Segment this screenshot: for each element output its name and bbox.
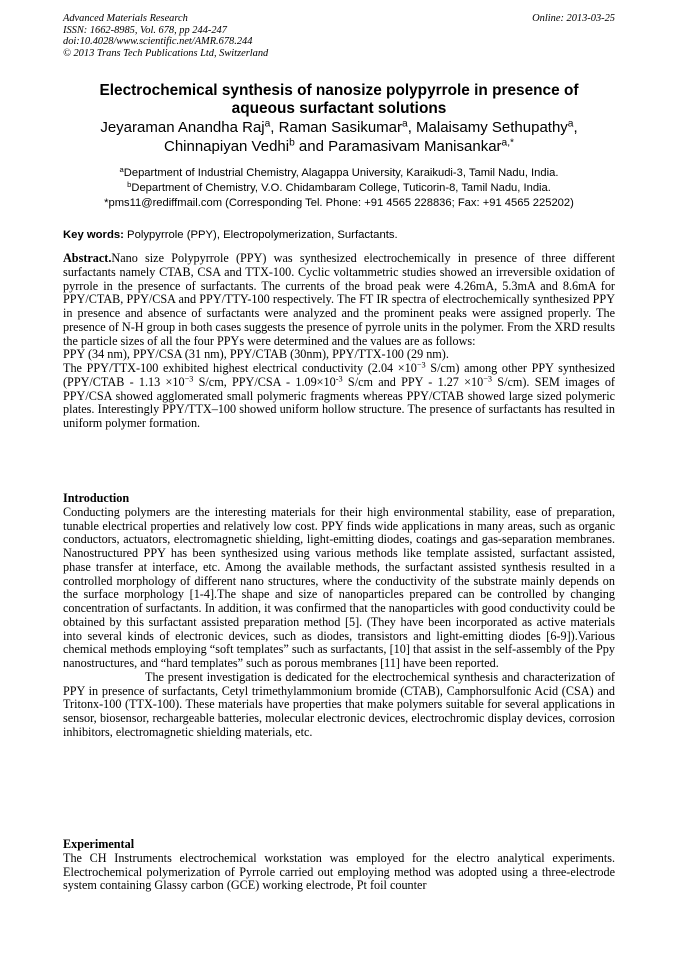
- online-date: Online: 2013-03-25: [532, 13, 615, 24]
- affil-text: Department of Industrial Chemistry, Alagappa University, Karaikudi-3, Tamil Nadu, India.: [123, 167, 559, 179]
- experimental-section: [63, 838, 615, 893]
- introduction-section: [63, 492, 615, 740]
- affil-marker: a: [119, 164, 124, 174]
- abstract-section: [63, 252, 615, 431]
- introduction-paragraph-1: Conducting polymers are the interesting materials for their high environmental stability, ease of preparation, tunable electrical properties and relatively low cost. PPY finds wide applications in many areas, such as organic conductors, actuators, electromagnetic shielding, light-emitting diodes, coatings and gas-separation membranes. Nanostructured PPY has been synthesized using various methods like template assisted, surfactant assisted, phase transfer at interface, etc. Among the available methods, the surfactant assisted synthesis resulted in a controlled morphology of different nano structures, where the conductivity of the substrate mainly depends on the surface morphology [1-4].The shape and size of nanoparticles prepared can be controlled by changing concentration of surfactants. In addition, it was confirmed that the nanoparticles with good conductivity could be obtained by this surfactant assisted preparation method [5]. (They have been incorporated as active materials into several kinds of electronic devices, such as diodes, transistors and light-emitting diodes [6-9]).Various chemical methods employing “soft templates” such as surfactants, [10] that assist in the self-assembly of the Ppy nanostructures, and “hard templates” such as porous membranes [11] have been reported.: [63, 504, 615, 670]
- author-separator: ,: [407, 119, 417, 136]
- corresponding-author: *pms11@rediffmail.com (Corresponding Tel. Phone: +91 4565 228836; Fax: +91 4565 225202): [104, 197, 574, 210]
- journal-issn: ISSN: 1662-8985, Vol. 678, pp 244-247: [63, 24, 227, 36]
- abstract-conductivity: [63, 362, 615, 431]
- abstract-label: Abstract.: [63, 251, 112, 265]
- abstract-particle-sizes: PPY (34 nm), PPY/CSA (31 nm), PPY/CTAB (30nm), PPY/TTX-100 (29 nm).: [63, 347, 449, 362]
- abstract-text: S/cm). SEM images of PPY/CSA showed agglomerated small polymeric fragments whereas PPY/CTAB showed large sized polymeric plates. Interestingly PPY/TTX–100 showed uniform hollow structure. The presence of surfactants has resulted in uniform polymer formation.: [63, 374, 615, 430]
- journal-header: [63, 13, 615, 59]
- keywords-label: Key words:: [63, 229, 124, 241]
- abstract-text: Nano size Polypyrrole (PPY) was synthesized electrochemically in presence of three different surfactants namely CTAB, CSA and TTX-100. Cyclic voltammetric studies showed an irreversible oxidation of pyrrole in the presence of surfactants. The currents of the broad peak were 4.26mA, 5.3mA and 8.6mA for PPY/CTAB, PPY/CSA and PPY/TTY-100 respectively. The FT IR spectra of electrochemically synthesized PPY in presence and absence of surfactants were analyzed and the prominent peaks were assigned properly. The presence of N-H group in both cases suggests the presence of pyrrole units in the polymer. From the XRD results the particle sizes of all the four PPYs were determined and the values are as follows:: [63, 251, 615, 348]
- author-affil-marker: a: [567, 118, 574, 130]
- affil-marker-text: a,: [501, 137, 511, 149]
- author-separator: ,: [270, 119, 279, 136]
- author-list: [63, 118, 615, 156]
- author-line-2: [63, 137, 615, 156]
- journal-doi: doi:10.4028/www.scientific.net/AMR.678.244: [63, 36, 253, 48]
- author-affil-marker: a: [264, 118, 271, 130]
- title-line-2: aqueous surfactant solutions: [231, 99, 447, 117]
- paper-title: [63, 82, 615, 117]
- author-name: Raman Sasikumar: [278, 119, 403, 136]
- abstract-paragraph: [63, 252, 615, 348]
- exponent: −3: [184, 374, 194, 384]
- exponent: −3: [416, 360, 426, 370]
- affil-text: Department of Chemistry, V.O. Chidambaram College, Tuticorin-8, Tamil Nadu, India.: [131, 182, 551, 195]
- author-separator: and: [294, 138, 329, 155]
- author-name: Chinnapiyan Vedhi: [163, 138, 290, 155]
- author-affil-marker: b: [289, 137, 295, 149]
- introduction-paragraph-2: The present investigation is dedicated for the electrochemical synthesis and characterization of PPY in presence of surfactants, Cetyl trimethylammonium bromide (CTAB), Camphorsulfonic Acid (CSA) and Tritonx-100 (TTX-100). These materials have properties that make polymers suitable for several applications in sensor, biosensor, rechargeable batteries, molecular electronic devices, electrochromic display devices, corrosion inhibitors, electromagnetic shielding materials, etc.: [63, 669, 615, 739]
- experimental-paragraph: The CH Instruments electrochemical workstation was employed for the electro analytical experiments. Electrochemical polymerization of Pyrrole carried out employing method was adopted using a three-electrode system containing Glassy carbon (GCE) working electrode, Pt foil counter: [63, 850, 615, 893]
- journal-copyright: © 2013 Trans Tech Publications Ltd, Switzerland: [63, 47, 269, 59]
- abstract-text: S/cm) among other PPY synthesized (PPY/CTAB - 1.13 ×10: [63, 361, 615, 389]
- title-line-1: Electrochemical synthesis of nanosize polypyrrole in presence of: [99, 82, 579, 99]
- keywords-text: Polypyrrole (PPY), Electropolymerization, Surfactants.: [123, 229, 398, 241]
- affiliation-a: [63, 166, 615, 181]
- corresponding-star: *: [510, 137, 515, 149]
- author-name: Jeyaraman Anandha Raj: [100, 119, 265, 136]
- abstract-text: The PPY/TTX-100 exhibited highest electrical conductivity (2.04 ×10: [63, 361, 417, 375]
- keywords: [63, 228, 615, 242]
- affiliations: [63, 166, 615, 212]
- exponent: -3: [335, 374, 343, 384]
- author-affil-marker: [502, 137, 514, 148]
- affil-marker: b: [127, 180, 132, 190]
- experimental-heading: Experimental: [63, 837, 135, 851]
- introduction-heading: Introduction: [63, 491, 130, 505]
- author-line-1: [63, 118, 615, 137]
- abstract-text: S/cm and PPY - 1.27 ×10: [342, 374, 484, 389]
- author-separator: ,: [573, 119, 578, 136]
- exponent: −3: [483, 374, 493, 384]
- journal-name: Advanced Materials Research: [63, 13, 188, 24]
- abstract-text: S/cm, PPY/CSA - 1.09×10: [193, 374, 336, 389]
- author-name: Malaisamy Sethupathy: [416, 119, 568, 136]
- affiliation-b: [63, 181, 615, 196]
- author-name: Paramasivam Manisankar: [328, 138, 502, 155]
- author-affil-marker: a: [402, 118, 408, 130]
